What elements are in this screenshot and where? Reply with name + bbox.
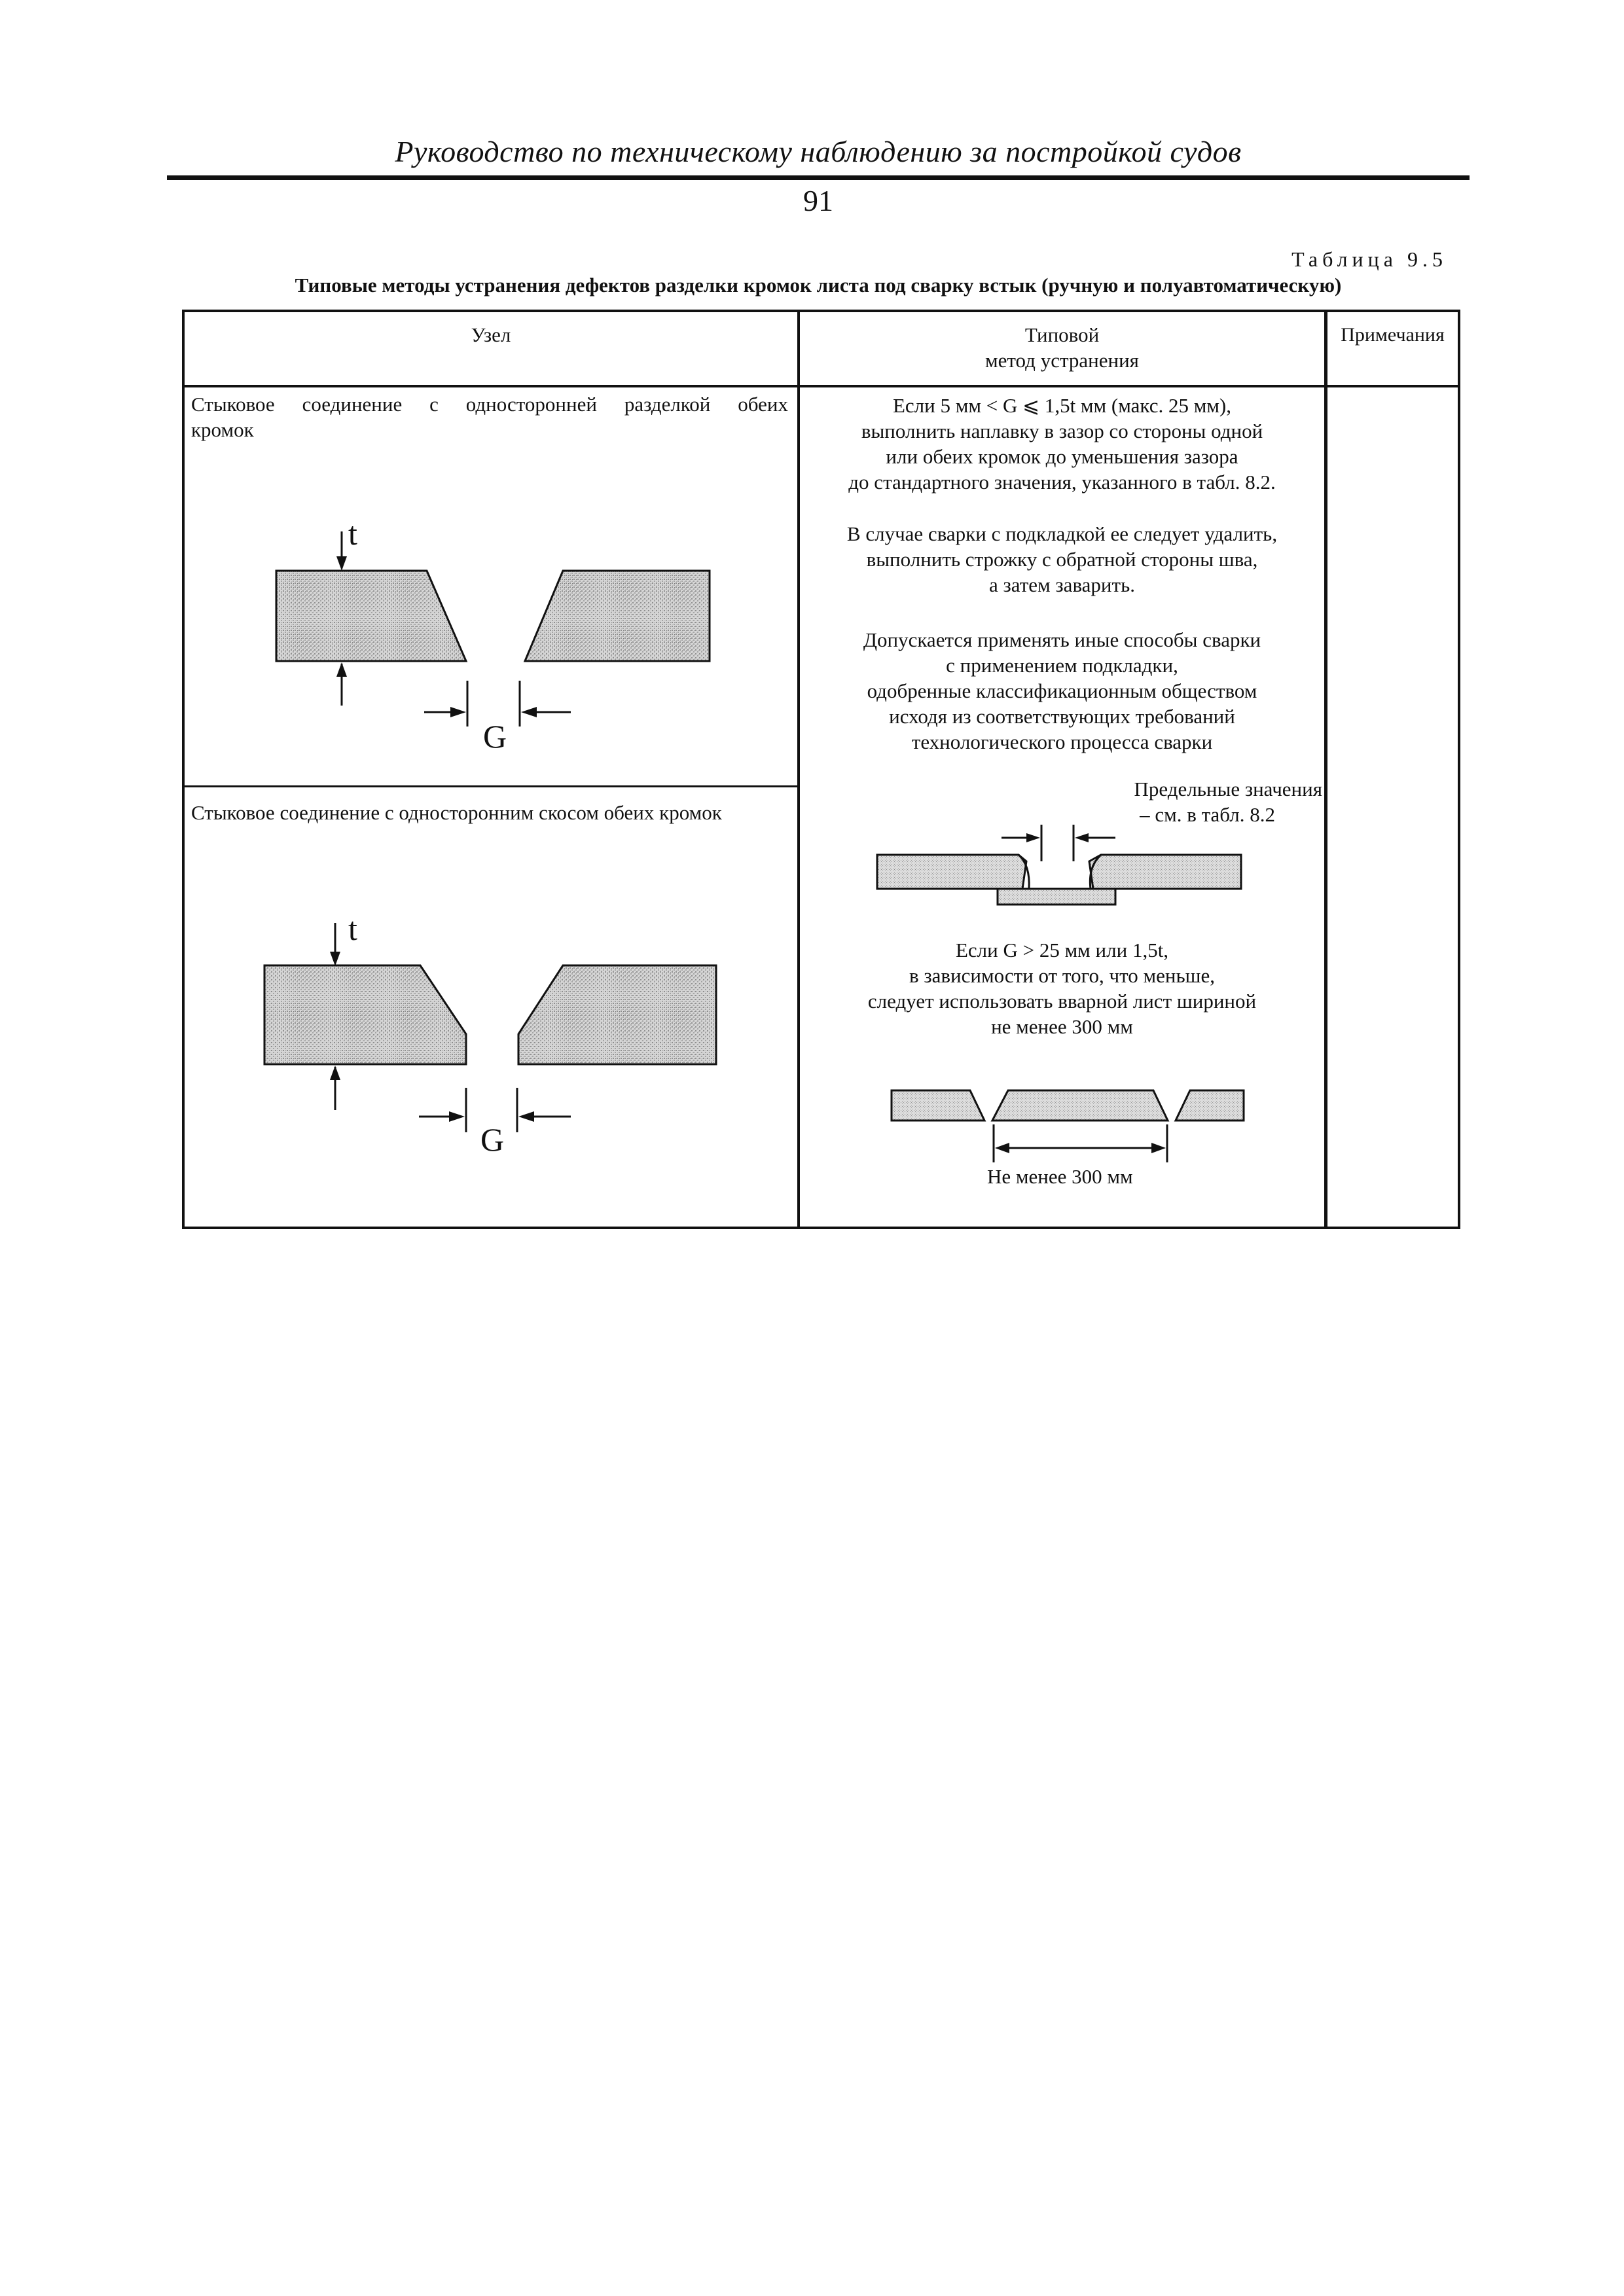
thickness-arrow-bottom — [330, 1066, 340, 1080]
method-paragraph-4 — [800, 937, 1324, 1039]
method-p4-line: Если G > 25 мм или 1,5t, — [955, 939, 1169, 961]
limit-note-line1: Предельные значения — [1134, 778, 1322, 800]
method-p3-line: исходя из соответствующих требований — [889, 705, 1235, 728]
left-plate — [877, 855, 1026, 889]
thickness-label: t — [348, 910, 357, 947]
right-plate — [1089, 855, 1241, 889]
header-rule — [167, 175, 1470, 180]
left-plate — [276, 571, 466, 661]
diagram-insert-plate — [800, 1080, 1324, 1172]
gap-arrow-right — [521, 707, 537, 717]
column-divider-method-notes — [1324, 310, 1327, 1229]
width-arrow-left — [995, 1143, 1009, 1153]
diagram-chamfer — [185, 910, 797, 1191]
right-plate — [525, 571, 710, 661]
method-p4-line: следует использовать вварной лист шириной — [867, 990, 1257, 1013]
column-header-method-line2: метод устранения — [985, 349, 1139, 372]
table-label: Таблица 9.5 — [1291, 247, 1447, 271]
header-row-divider — [182, 385, 1460, 387]
column-header-method — [800, 322, 1324, 373]
table-border-right — [1458, 310, 1460, 1229]
diagram-buildup-with-backing — [800, 812, 1324, 929]
method-p3-line: Допускается применять иные способы сварки — [863, 628, 1261, 651]
left-plate — [892, 1090, 984, 1121]
insert-width-label: Не менее 300 мм — [987, 1165, 1133, 1188]
table-border-top — [182, 310, 1460, 312]
gap-arrow-right — [518, 1111, 534, 1122]
gap-label: G — [483, 718, 507, 755]
method-p1-line: выполнить наплавку в зазор со стороны одной — [861, 420, 1263, 442]
width-arrow-right — [1151, 1143, 1166, 1153]
gap-arrow-right — [1075, 833, 1089, 842]
thickness-arrow-top — [330, 952, 340, 966]
column-header-method-line1: Типовой — [1024, 323, 1100, 346]
table-caption: Типовые методы устранения дефектов разделки кромок листа под сварку встык (ручную и полуавтоматическую) — [295, 274, 1342, 296]
method-p3-line: одобренные классификационным обществом — [867, 679, 1257, 702]
method-paragraph-1 — [800, 393, 1324, 495]
gap-arrow-left — [450, 707, 466, 717]
method-p3-line: технологического процесса сварки — [911, 730, 1213, 753]
row1-node-line1: Стыковое соединение с односторонней разделкой обеих — [191, 393, 788, 416]
method-p1-line: Если 5 мм < G ⩽ 1,5t мм (макс. 25 мм), — [892, 394, 1232, 417]
page-number: 91 — [803, 184, 833, 217]
diagram-v-groove — [185, 504, 797, 779]
insert-plate — [992, 1090, 1168, 1121]
running-header: Руководство по техническому наблюдению за постройкой судов — [395, 135, 1242, 168]
row1-node-description — [191, 391, 788, 442]
method-p3-line: с применением подкладки, — [946, 654, 1178, 677]
method-p4-line: в зависимости от того, что меньше, — [909, 964, 1215, 987]
row1-node-line2: кромок — [191, 418, 254, 441]
gap-arrow-left — [1026, 833, 1040, 842]
backing-strip — [998, 889, 1115, 905]
table-border-bottom — [182, 1227, 1460, 1229]
thickness-arrow-bottom — [336, 662, 347, 677]
method-p1-line: или обеих кромок до уменьшения зазора — [886, 445, 1238, 468]
limit-note-line2: – см. в табл. 8.2 — [1140, 803, 1275, 826]
row2-node-description: Стыковое соединение с односторонним скосом обеих кромок — [191, 801, 722, 824]
method-paragraph-2 — [800, 521, 1324, 598]
gap-arrow-left — [449, 1111, 465, 1122]
left-plate — [264, 965, 466, 1064]
column-header-notes: Примечания — [1341, 324, 1445, 346]
right-plate — [1176, 1090, 1244, 1121]
method-p4-line: не менее 300 мм — [991, 1015, 1133, 1038]
method-p2-line: выполнить строжку с обратной стороны шва, — [866, 548, 1258, 571]
thickness-label: t — [348, 515, 357, 552]
method-p2-line: а затем заварить. — [989, 573, 1135, 596]
method-p1-line: до стандартного значения, указанного в табл. 8.2. — [848, 471, 1276, 493]
method-p2-line: В случае сварки с подкладкой ее следует удалить, — [846, 522, 1278, 545]
right-plate — [518, 965, 716, 1064]
method-paragraph-3 — [800, 627, 1324, 755]
row-divider — [182, 785, 800, 787]
thickness-arrow-top — [336, 556, 347, 571]
gap-label: G — [480, 1121, 505, 1158]
column-header-node: Узел — [471, 323, 511, 346]
